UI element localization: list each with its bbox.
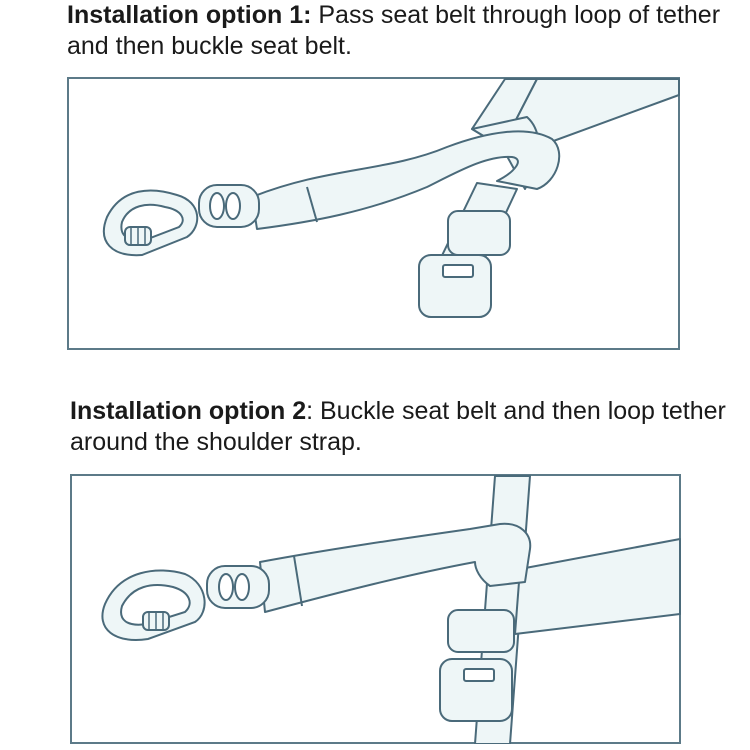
option-1-heading: Installation option 1: <box>67 1 312 29</box>
option-1-text: Pass seat belt through loop of tether and then buckle seat belt. <box>67 1 721 60</box>
option-2-text: : Buckle seat belt and then loop tether around the shoulder strap. <box>70 397 726 456</box>
swivel-icon <box>207 566 269 608</box>
buckle-receiver-icon <box>419 255 491 317</box>
option-2-heading: Installation option 2 <box>70 397 307 425</box>
buckle-latch-icon <box>448 211 510 255</box>
option-1-caption <box>67 0 727 62</box>
option-1-illustration <box>67 77 680 350</box>
option-2-illustration <box>70 474 681 744</box>
buckle-receiver-icon <box>440 659 512 721</box>
buckle-latch-icon <box>448 610 514 652</box>
option-2-caption <box>70 396 730 458</box>
swivel-icon <box>199 185 259 227</box>
